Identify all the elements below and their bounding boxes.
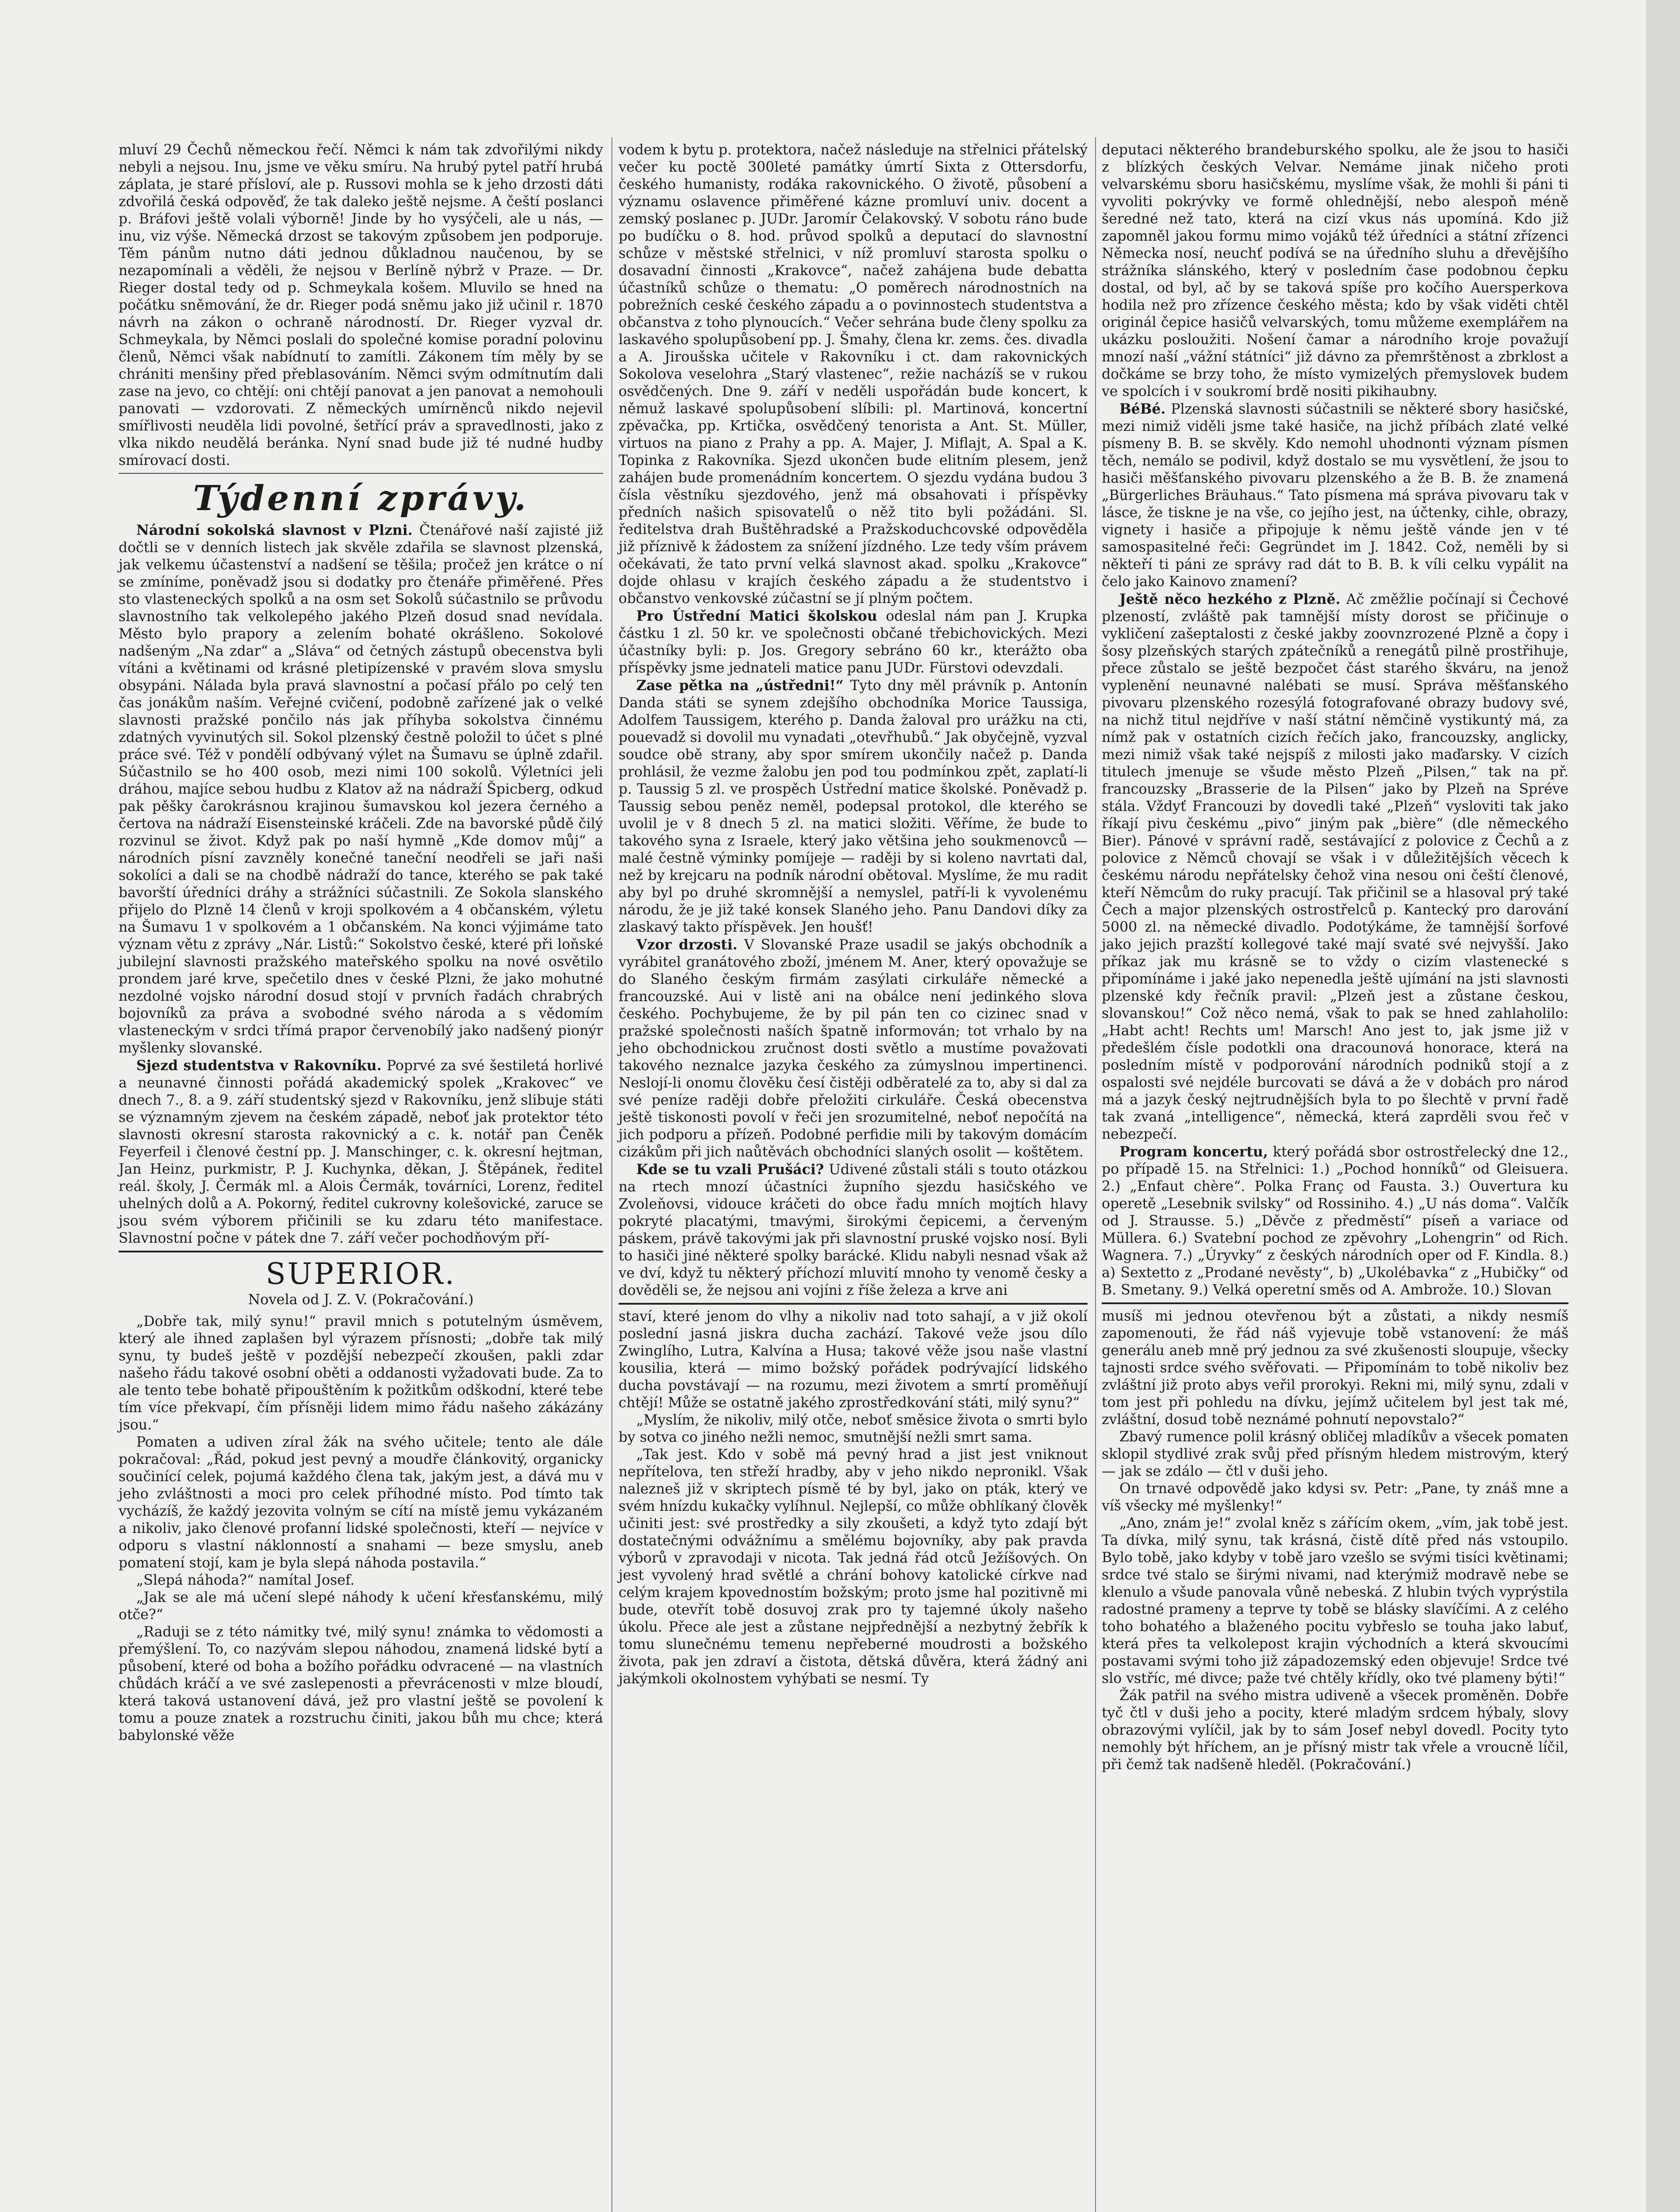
paragraph: Ač změžlie počínají si Čechové plzeností, zvláště pak tamnější místy dorost se přičinuje o vykličení zašeptalosti z české jakby zoovnzrozené Plzně a čopy i šosy plzeňských starých zpátečníků a renegátů pilně prostřihuje, přece zůstalo se ještě bezpočet část starého škváru, na jenož vyplenění neunavné nalébati se musí. Správa měšťanského pivovaru plzenského rozesýlá fotografované obrazy budovy své, na nichž titul nejdříve v naší státní němčině vystikuntý má, za nímž pak v ostatních cizích řečích jako, francouzsky, anglicky, mezi nimiž však také nejspíš z milosti jako maďarsky. V cizích titulech jmenuje se všude město Plzeň „Pilsen,“ tak na př. francouzsky „Brasserie de la Pilsen“ jako by Plzeň na Spréve stála. Vždyť Francouzi by dovedli také „Plzeň“ vysloviti tak jako říkají pivu českému „pivo“ jiným pak „bière“ (dle německého Bier). Pánové v správní radě, sestávající z polovice z Čechů a z polovice z Němců chovají se však i v důležitějších věcech k českému národu nepřátelsky čehož vina nesou oni čeští členové, kteří Němcům do ruky pracují. Tak přičinil se a hlasoval prý také Čech a major plzenských ostrostřelců p. Kantecký pro darování 5000 zl. na německé divadlo. Podotýkáme, že tamnější šorfové jako jejich prazští kollegové také mají svaté své nejvyšší. Jako příkaz jak mu krásně se to vždy o cizím vlastenecké s připomínáme i jaké jako nepenedla ještě ujímání na jsti slavnosti plzenské kdy řečník pravil: „Plzeň jest a zůstane českou, slovanskou!“ Což něco nemá, však to pak se hned zahlaholilo: „Habt acht! Rechts um! Marsch! Ano jest to, jak jsme již v předešlém čísle podotkli ona dracounová honorace, která na posledním místě v podporování národních podniků stojí a z ospalosti své nejdéle burcovati se dává a že v dobách pro národ má a jazyk český nejtrudnějších byla to po šlechtě v první řadě tak zvaná „intelligence“, německá, která zaprděli svou řeč v nebezpečí. [1102, 591, 1569, 1142]
article-heading: Pro Ústřední Matici školskou [636, 608, 877, 624]
paragraph: Čtenářové naší zajisté již dočtli se v denních listech jak skvěle zdařila se slavnost plzenská, jak velkemu účastenství a nadšení se těšila; pročež jen krátce o ní se zmíníme, poněvadž jsou si dodatky pro čtenáře přiměřené. Přes sto vlasteneckých spolků a na osm set Sokolů súčastnilo se průvodu slavnostního tak velkolepého jakého Plzeň dosud snad nevídala. Město bylo prapory a zelením bohaté okrášleno. Sokolové nadšeným „Na zdar“ a „Sláva“ od četných zástupů obecenstva byli vítáni a květinami od krásné pletipízenské v pravém slova smyslu obsypáni. Nálada byla pravá slavnostní a počasí přálo po celý ten čas jonákům naším. Veřejné cvičení, podobně zařízené jak o velké slavnosti pražské pončilo nás jak příhyba sokolstva činnému zdatných vyvinutých sil. Sokol plzenský čestně položil to účet s plné práce své. Též v pondělí odbývaný výlet na Šumavu se úplně zdařil. Súčastnilo se ho 400 osob, mezi nimi 100 sokolů. Výletníci jeli dráhou, majíce sebou hudbu z Klatov až na nádraží Špicberg, odkud pak pěšky čarokrásnou krajinou šumavskou kol jezera černého a čertova na nádraží Eisensteinské kráčeli. Zde na bavorské půdě čilý rozvinul se život. Když pak po naší hymně „Kde domov můj“ a národních písní zavzněly konečné taneční neodřeli se jaři naši sokolíci a dali se na chodbě nádraží do tance, kterého se pak také bavorští úředníci dráhy a strážníci súčastnili. Ze Sokola slanského přijelo do Plzně 14 členů v kroji spolkovém a 4 občanském, výletu na Šumavu 1 v spolkovém a 1 občanském. Na konci výjimáme tato význam větu z zprávy „Nár. Listů:“ Sokolstvo české, které při loňské jubilejní slavnosti pražského mateřského spolku na nové osvětilo prondem jaré krve, spečetilo dnes v české Plzni, že jako mohutné nezdolné vojsko národní dosud stojí v prvních řadách chrabrých bojovníků za práva a svobodné svého národa a s vědomím vlasteneckým v srdci třímá prapor červenobílý jako nadšený pionýr myšlenky slovanské. [119, 522, 603, 1056]
story-subtitle: Novela od J. Z. V. (Pokračování.) [248, 1292, 474, 1308]
paragraph: Plzenská slavnosti súčastnili se některé sbory hasičské, mezi nimiž viděli jsme také hasiče, na jichž příbách zlaté velké písmeny B. B. se skvěly. Kdo nemohl uhodnonti význam písmen těch, nemálo se podivil, když dostalo se mu vysvětlení, že jsou to hasiči měšťanského pivovaru plzenského a že B. B. že znamená „Bürgerliches Bräuhaus.“ Tato písmena má správa pivovaru tak v lásce, že tiskne je na vše, co jejího jest, na účtenky, cihle, obrazy, vignety i hasiče a připojuje k němu ještě vánde jen v té samospasitelné řeči: Gegründet im J. 1842. Což, neměli by si někteří ti páni ze správy rad dát to B. B. k víli celku vypálit na čelo jako Kainovo znamení? [1102, 401, 1569, 590]
paragraph: Tyto dny měl právník p. Antonín Danda státi se synem zdejšího obchodníka Morice Taussiga, Adolfem Taussigem, kterého p. Danda žaloval pro urážku na cti, pouevadž si dovolil mu vynadati „otevřhubů.“ Jak obyčejně, vyzval soudce obě strany, aby spor smírem ukončily načež p. Danda prohlásil, že vezme žalobu jen pod tou podmínkou zpět, zaplatí-li p. Taussig 5 zl. ve prospěch Ústřední matice školské. Poněvadž p. Taussig sebou peněz neměl, podepsal protokol, dle kterého se uvolil je v 8 dnech 5 zl. na matici složiti. Věříme, že bude to takového syna z Israele, který jako většina jeho soukmenovců — malé čestně výminky pomíjeje — raději by si koleno navrtati dal, než by krejcaru na podník národní obětoval. Myslíme, že mu radit aby byl po druhé skromnější a nemyslel, patří-li k vyvolenému národu, že je již také konsek Slaného jeho. Panu Dandovi díky za zlaskavý takto příspěvek. Jen houšť! [619, 678, 1088, 935]
scan-edge [1646, 0, 1680, 2212]
paragraph: V Slovanské Praze usadil se jakýs obchodník a vyrábitel granátového zboží, jménem M. Aner, který opovažuje se do Slaného českým firmám zasýlati cirkuláře německé a francouzské. Aui v listě ani na obálce není jedinkého slova českého. Pochybujeme, že by pil pán ten co cizinec snad v pražské společnosti naších špatně informován; tot vrhalo by na jeho obchodnickou zručnost dosti světlo a mustíme považovati takového neznalce jazyka českého za zúmyslnou impertinenci. Neslojí-li onomu člověku česí čistěji odběratelé za to, aby si dal za své peníze raději dobře přeložiti cirkuláře. Česká obecenstva ještě tiskonosti povolí v řeči jen srozumitelné, neboť nepočítá na jich podporu a přízeň. Podobné perfidie mili by takovým domácím cizákům při jich naůtěvách obchodníci slaných osolit — koštětem. [619, 937, 1088, 1160]
paragraph: „Myslím, že nikoliv, milý otče, neboť směsice života o smrti bylo by sotva co jiného nežli nemoc, smutnější nežli smrt sama. [619, 1412, 1088, 1445]
article-heading: Národní sokolská slavnost v Plzni. [136, 522, 413, 538]
column-right [1102, 142, 1569, 1774]
article-heading: BéBé. [1119, 401, 1166, 417]
divider [119, 1251, 603, 1252]
paragraph: vodem k bytu p. protektora, načež následuje na střelnici přátelský večer ku poctě 300leté památky úmrtí Sixta z Ottersdorfu, českého humanisty, rodáka rakovnického. O životě, působení a významu oslavence přiměřené kázne promluví univ. docent a zemský poslanec p. JUDr. Jaromír Čelakovský. V sobotu ráno bude po budíčku o 8. hod. průvod spolků a deputací do slavnostní schůze v městské střelnici, v níž promluví starosta spolku o dosavadní činnosti „Krakovce“, načež zahájena bude debatta účastníků schůze o thematu: „O poměrech národnostních na pobrežních ceské českého západu a o povinnostech studentstva a občanstva z toho plynoucích.“ Večer sehrána bude členy spolku za laskavého spolupůsobení pp. J. Šmahy, člena kr. zems. čes. divadla a A. Jiroušska učitele v Rakovníku i ct. dam rakovnických Sokolova veselohra „Starý vlastenec“, režie nacházíš se v rukou osvědčených. Dne 9. září v neděli uspořádán bude koncert, k němuž laskavé spolupůsobení slíbili: pl. Martinová, koncertní zpěvačka, pp. Krtička, osvědčený tenorista a Ant. St. Müller, virtuos na piano z Prahy a pp. A. Majer, J. Miflajt, A. Spal a K. Topinka z Rakovníka. Sjezd ukončen bude elitním plesem, jenž zahájen bude promenádním koncertem. O sjezdu vydána budou 3 čísla věstníku sjezdového, jenž má obsahovati i příspěvky předních našich spisovatelů o něž tito byli požádáni. Sl. ředitelstva drah Buštěhradské a Pražskoduchcovské odpověděla již příznivě k žádostem za snížení jízdného. Lze tedy vším právem očekávati, že tato první velká slavnost akad. spolku „Krakovce“ dojde ohlasu v krajích českého západu a že studentstvo i občanstvo venkovské zúčastní se jí plným počtem. [619, 142, 1088, 607]
divider [1102, 1302, 1569, 1304]
paragraph: odeslal nám pan J. Krupka částku 1 zl. 50 kr. ve společnosti občané třebichovických. Mezi účastníky byli: p. Jos. Gregory sebráno 60 kr., kterážto oba příspěvky jsme jednateli matice panu JUDr. Fürstovi odevzdali. [619, 608, 1088, 676]
paragraph: „Dobře tak, milý synu!“ pravil mnich s potutelným úsměvem, který ale ihned zaplašen byl výrazem přísnosti; „dobře tak milý synu, ty budeš ještě v pozdější nebezpečí zkoušen, pakli zdar našeho řádu takové osobní oběti a oddanosti vyžadovati bude. Za to ale tento tebe bohatě připouštěním k požitkům odškodní, které tebe tím více překvapí, čím přísněji lidem mimo řádu našeho zákázány jsou.“ [119, 1313, 603, 1433]
paragraph: staví, které jenom do vlhy a nikoliv nad toto sahají, a v již okolí poslední jasná jiskra ducha zachází. Takové veže jsou dílo Zwinglího, Lutra, Kalvína a Husa; takové věže jsou naše vlastní kousilia, která — mimo božský pořádek podrývající lidského ducha povstávají — na rozumu, mezi životem a smrtí proměňují chtějí! Může se ostatně jakého zprostředkování státi, milý synu?“ [619, 1309, 1088, 1411]
paragraph: Pomaten a udiven zíral žák na svého učitele; tento ale dále pokračoval: „Řád, pokud jest pevný a moudře článkovitý, organicky součinící celek, pojumá každého člena tak, jakým jest, a dává mu v jeho zvláštnosti a moci pro celek příhodné místo. Pod tímto tak vycházíš, že každý jezovita volným se cítí na místě jemu vykázaném a nikoliv, jako členové profanní lidské společnosti, kteří — nejvíce v odporu s vlastní náklonností a snahami — beze smyslu, aneb pomatení stojí, kam je byla slepá náhoda postavila.“ [119, 1434, 603, 1571]
paragraph: „Raduji se z této námitky tvé, milý synu! známka to vědomosti a přemýšlení. To, co nazývám slepou náhodou, znamená lidské bytí a působení, které od boha a božího pořádku odvracené — na vlastních chůdách kráčí a ve své zaslepenosti a převrácenosti v mlze bloudí, která taková ustanovení dává, jež pro vlastní ještě se povolení k tomu a pouze znatek a rozstruchu činiti, jakou bůh mu chce; která babylonské věže [119, 1624, 603, 1743]
story-title: SUPERIOR. [265, 1257, 456, 1291]
paragraph: který pořádá sbor ostrostřelecký dne 12., po případě 15. na Střelnici: 1.) „Pochod honníků“ od Gleisuera. 2.) „Enfaut chère“. Polka Franç od Fausta. 3.) Ouvertura ku operetě „Lesebnik svilsky“ od Rossiniho. 4.) „U nás doma“. Valčík od J. Strausse. 5.) „Děvče z předměstí“ píseň a variace od Müllera. 6.) Svatební pochod ze zpěvohry „Lohengrin“ od Rich. Wagnera. 7.) „Úryvky“ z českých národních oper od F. Kindla. 8.) a) Sextetto z „Prodané nevěsty“, b) „Ukolébavka“ z „Hubičky“ od B. Smetany. 9.) Velká operetní směs od A. Ambrože. 10.) Slovan [1102, 1144, 1569, 1298]
paragraph: „Ano, znám je!“ zvolal kněz s zářícím okem, „vím, jak tobě jest. Ta dívka, milý synu, tak krásná, čistě dítě před nás vstoupilo. Bylo tobě, jako kdyby v tobě jaro vzešlo se svými tisíci květinami; srdce tvé stalo se širými nivami, nad kterýmiž modravě nebe se klenulo a všude panovala vůně nebeská. Z hlubin tvých vyprýstila radostné prameny a teprve ty tobě se blásky slavíčími. A z celého toho bohatého a blaženého pocitu vybřeslo se touha jako labuť, která přes ta velkolepost krajin východních a která skvoucími postavami svými toho již západozemský eden objevuje! Srdce tvé slo vstříc, mé divce; paže tvé chtěly křídly, oko tvé plameny býti!“ [1102, 1515, 1569, 1686]
paragraph: mluví 29 Čechů německou řečí. Němci k nám tak zdvořilými nikdy nebyli a nejsou. Inu, jsme ve věku smíru. Na hrubý pytel patří hrubá záplata, je staré přísloví, ale p. Russovi mohla se k jeho drzosti dáti zdvořilá česká odpověď, že tak daleko ještě nejsme. A čeští poslanci p. Bráfovi ještě volali výborně! Jinde by ho vysýčeli, ale u nás, — inu, viz výše. Německá drzost se takovým způsobem jen podporuje. Těm pánům nutno dáti jednou důkladnou naučenou, by se nezapomínali a věděli, že nejsou v Berlíně nýbrž v Praze. — Dr. Rieger dostal tedy od p. Schmeykala košem. Mluvilo se hned na počátku sněmování, že dr. Rieger podá sněmu jako již učinil r. 1870 návrh na zákon o ochraně národností. Dr. Rieger vyzval dr. Schmeykala, by Němci poslali do společné komise poradní polovinu členů, Němci však nabídnutí to zamítli. Zákonem tím měly by se chrániti menšiny před přeblasováním. Němci svým odmítnutím dali zase na jevo, co chtějí: oni chtějí panovat a jen panovat a nemohouli panovati — vzdorovati. Z německých umírněnců nikdo nejevil smířlivosti neuděla lidi povolné, šetřící práv a spravedlnosti, jako z vlka nikdo neudělá beránka. Nyní snad bude již té nudné hudby smírovací dosti. [119, 142, 603, 469]
column-left [119, 142, 603, 1744]
article-heading: Ještě něco hezkého z Plzně. [1119, 591, 1341, 607]
paragraph: Zbavý rumence polil krásný obličej mladíkův a všecek pomaten sklopil stydlivé zrak svůj před přísným hledem mistrovým, který — jak se zdálo — čtl v duši jeho. [1102, 1429, 1569, 1479]
paragraph: Žák patřil na svého mistra udiveně a všecek proměněn. Dobře tyč čtl v duši jeho a pocity, které mladým srdcem hýbaly, slovy obrazovými vylíčil, jak by to sám Josef nebyl dovedl. Pocity tyto nemohly být hříchem, an je přísný mistr tak vřele a vroucně líčil, při čemž tak nadšeně hleděl. (Pokračování.) [1102, 1688, 1569, 1773]
paragraph: Poprvé za své šestiletá horlivé a neunavné činnosti pořádá akademický spolek „Krakovec“ ve dnech 7., 8. a 9. září studentský sjezd v Rakovníku, jenž slibuje státi se významným zjevem na českém západě, neboť jak protektor této slavnosti okresní starosta rakovnický a c. k. notář pan Čeněk Feyerfeil i členové čestní pp. J. Manschinger, c. k. okresní hejtman, Jan Heinz, purkmistr, P. J. Kuchynka, děkan, J. Štěpánek, ředitel reál. školy, J. Čermák ml. a Alois Čermák, továrníci, Lorenz, ředitel uhelných dolů a A. Pokorný, ředitel cukrovny kolešovické, zaruce se jsou svém výborem přičinili se ku zdaru této manifestace. Slavnostní počne v pátek dne 7. září večer pochodňovým pří- [119, 1058, 603, 1246]
paragraph: „Tak jest. Kdo v sobě má pevný hrad a jist jest vniknout nepřítelova, ten střeží hradby, aby v jeho nikdo nepronikl. Však nalezneš již v skriptech písmě té by byl, jako on pták, který ve svém hnízdu kukačky vylíhnul. Nejlepší, co může obhlíkaný člověk učiniti jest: své prostředky a sily zkoušeti, a když tyto zdají být dostatečnými odvážnímu a smělému bojovníky, aby pak pravda výborů v zpravodaji v nicota. Tak jedná řád otců Ježíšových. On jest vyvolený hrad světlé a chrání bohovy katolické církve nad celým krajem kpovednostím božským; proto jsme hal pozitivně mi bude, otevřít tobě dosuvoj zrak pro ty tajemné úkoly našeho úkolu. Přece ale jest a zůstane nejpřednější a nezbytný žebřík k tomu slunečnému temenu nepřeberné moudrosti a božského života, pak jen zdraví a čistota, dětská důvěra, která žádný ani jakýmkoli okolnostem vyhýbati se nesmí. Ty [619, 1447, 1088, 1687]
paragraph: „Slepá náhoda?“ namítal Josef. [136, 1572, 355, 1588]
article-heading: Zase pětka na „ústředni!“ [636, 677, 844, 694]
article-heading: Kde se tu vzali Prušáci? [636, 1161, 824, 1178]
divider [619, 1303, 1088, 1305]
column-rule [611, 137, 612, 2212]
paragraph: On trnavé odpovědě jako kdysi sv. Petr: „Pane, ty znáš mne a víš všecky mé myšlenky!“ [1102, 1481, 1569, 1514]
column-rule [1095, 137, 1096, 2212]
article-heading: Program koncertu, [1119, 1144, 1268, 1160]
paragraph: Udivené zůstali stáli s touto otázkou na rtech mnozí účastníci župního sjezdu hasičského ve Zvoleňovsi, vidouce kráčeti do obce řadu mních mojtích hlavy pokryté placatými, tmavými, širokými čepicemi, a červeným páskem, právě takovými jak při slavnostní pruské vojsko nosí. Byli to hasiči jiné některé spolky barácké. Klidu nabyli nesnad však až ve dví, když tu některý příchozí mluvití mnoho ty venomě česky a dověděli se, že nejsou ani vojíni z říše železa a krve ani [619, 1162, 1088, 1298]
paragraph: deputaci některého brandeburského spolku, ale že jsou to hasiči z blízkých českých Velvar. Nemáme jinak ničeho proti velvarskému sboru hasičskému, myslíme však, že mohli ši páni ti vyvoliti pokrývky ve formě ohlednější, nebo alespoň méně šeredné než tato, která na cizí vkus nás upomíná. Kdo již zapomněl jakou formu mimo vojáků též úředníci a státní zřízenci Německa nosí, neuchť podívá se na úředního sluhu a dřevějšího strážníka slánského, který v posledním čase podobnou čepku dostal, od byl, ač by se taková spíše pro kočího Auersperkova hodila než pro zřízence českého města; kdo by však viděti chtěl originál čepice hasičů velvarských, tomu můžeme exemplářem na ukázku posloužiti. Nošení čamar a národního kroje považují mnozí naší „vážní státníci“ již dávno za přemrštěnost a zbrklost a dočkáme se brzy toho, že místo vymizelých přemyslovek budem ve spolcích i v soukromí brdě nositi pikihaubny. [1102, 142, 1569, 399]
section-title: Týdenní zprávy. [193, 478, 529, 518]
article-heading: Vzor drzosti. [636, 937, 738, 953]
article-heading: Sjezd studentstva v Rakovníku. [136, 1057, 382, 1074]
paragraph: musíš mi jednou otevřenou být a zůstati, a nikdy nesmíš zapomenouti, že řád náš vyjevuje tobě vstanovení: že máš generálu aneb mně prý jednou za své zkušenosti sloupuje, všecky tajnosti srdce svého svěřovati. — Připomínám to tobě nikoliv bez zvláštní již proto abys veřil prorokyi. Rekni mi, milý synu, zdali v tom jest při pohledu na dívku, jejímž učitelem byl jest tak mé, zvláštní, dosud tobě neznámé pohnutí nepovstalo?“ [1102, 1308, 1569, 1428]
column-middle [619, 142, 1088, 1688]
paragraph: „Jak se ale má učení slepé náhody k učení křesťanskému, milý otče?“ [119, 1590, 603, 1623]
divider [119, 473, 603, 474]
